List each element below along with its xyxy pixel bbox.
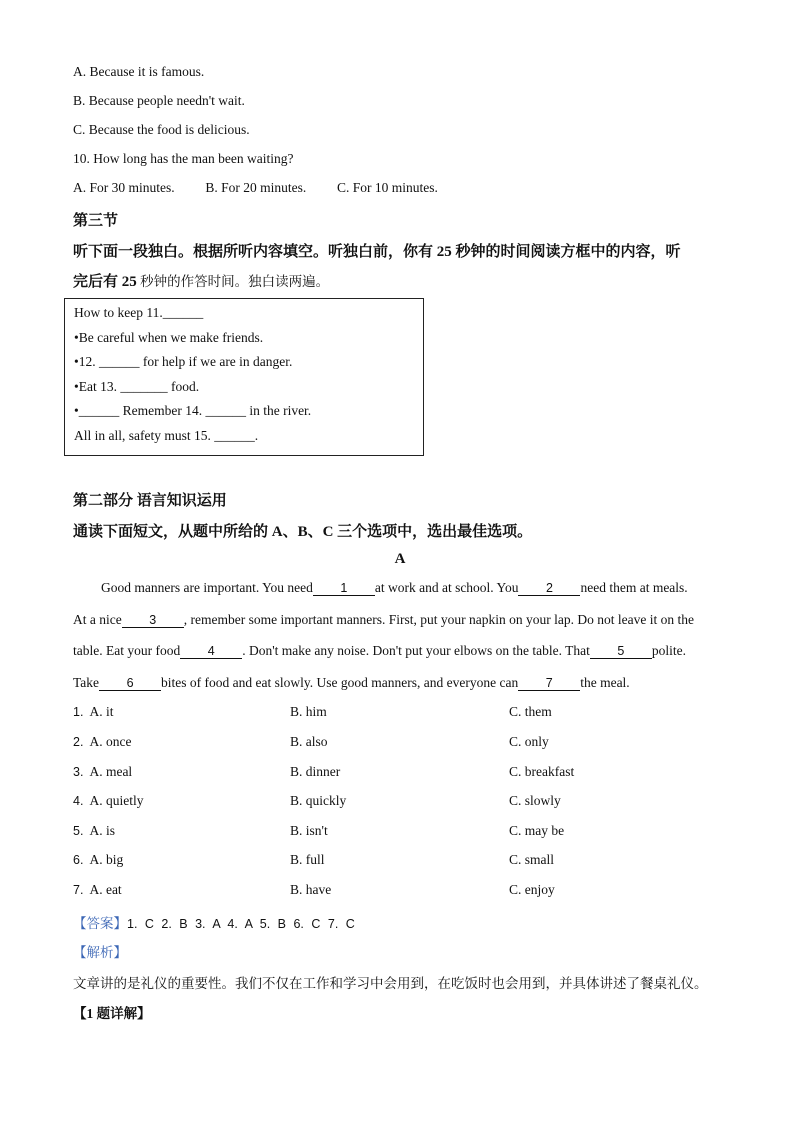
option-c: C. Because the food is delicious. xyxy=(73,122,250,137)
blank-3: 3 xyxy=(122,613,184,628)
part2-instruction: 通读下面短文，从题中所给的 A、B、C 三个选项中，选出最佳选项。 xyxy=(73,524,533,540)
option-b-text: B. isn't xyxy=(290,823,328,838)
option-a-text: A. it xyxy=(89,704,114,719)
option-c-text: C. may be xyxy=(509,823,565,838)
blank-5: 5 xyxy=(590,644,652,659)
fill-in-box xyxy=(64,298,424,456)
option-c-text: C. breakfast xyxy=(509,764,575,779)
section3-instruction-bold: 完后有 25 xyxy=(73,274,137,290)
answer-line xyxy=(73,912,355,932)
passage-text: Good manners are important. You need xyxy=(101,580,313,595)
option-b-text: B. him xyxy=(290,704,327,719)
option-number: 4. xyxy=(73,794,84,808)
blank-4: 4 xyxy=(180,644,242,659)
blank-2: 2 xyxy=(518,581,580,596)
part2-title: 第二部分 语言知识运用 xyxy=(73,493,227,509)
option-c-text: C. enjoy xyxy=(509,882,555,897)
option-c-text: C. them xyxy=(509,704,552,719)
option-b-text: B. also xyxy=(290,734,328,749)
option-a-text: A. big xyxy=(89,852,124,867)
option-b-text: B. dinner xyxy=(290,764,341,779)
answer-tag: 【答案】 xyxy=(73,916,127,931)
passage-text: , remember some important manners. First, put your napkin on your lap. Do not leave it on the xyxy=(183,612,695,627)
option-b-text: B. quickly xyxy=(290,793,347,808)
option-c-text: C. only xyxy=(509,734,549,749)
option-c-text: C. small xyxy=(509,852,555,867)
passage-line-3 xyxy=(73,643,686,659)
option-b-text: B. full xyxy=(290,852,325,867)
passage-text: At a nice xyxy=(73,612,122,627)
blank-1: 1 xyxy=(313,581,375,596)
option-a-text: A. is xyxy=(89,823,115,838)
option-number: 1. xyxy=(73,705,84,719)
passage-text: need them at meals. xyxy=(580,580,688,595)
option-a-text: A. eat xyxy=(89,882,122,897)
box-line-6: All in all, safety must 15. ______. xyxy=(74,428,259,443)
passage-text: . Don't make any noise. Don't put your elbows on the table. That xyxy=(242,643,590,658)
passage-text: table. Eat your food xyxy=(73,643,181,658)
q10-option-c: C. For 10 minutes. xyxy=(337,180,438,195)
passage-text: the meal. xyxy=(580,675,630,690)
box-line-1: How to keep 11.______ xyxy=(74,305,204,320)
analysis-tag-line xyxy=(73,941,127,961)
option-row xyxy=(73,852,123,868)
option-row xyxy=(73,793,143,809)
option-number: 3. xyxy=(73,765,84,779)
option-number: 6. xyxy=(73,853,84,867)
box-line-5: •______ Remember 14. ______ in the river. xyxy=(74,403,312,418)
blank-6: 6 xyxy=(99,676,161,691)
option-c-text: C. slowly xyxy=(509,793,561,808)
option-a-text: A. once xyxy=(89,734,132,749)
passage-text: polite. xyxy=(651,643,687,658)
passage-line-2 xyxy=(73,612,694,628)
section3-instruction-rest: 秒钟的作答时间。独白读两遍。 xyxy=(136,274,330,289)
option-number: 7. xyxy=(73,883,84,897)
passage-text: at work and at school. You xyxy=(374,580,519,595)
section3-title: 第三节 xyxy=(73,213,119,229)
passage-text: bites of food and eat slowly. Use good manners, and everyone can xyxy=(161,675,519,690)
option-row xyxy=(73,764,132,780)
passage-line-4 xyxy=(73,675,630,691)
option-row xyxy=(73,704,113,720)
answer-values: 1. C 2. B 3. A 4. A 5. B 6. C 7. C xyxy=(127,917,355,931)
option-a: A. Because it is famous. xyxy=(73,64,205,79)
box-line-2: •Be careful when we make friends. xyxy=(74,330,264,345)
option-number: 2. xyxy=(73,735,84,749)
q10-option-a: A. For 30 minutes. xyxy=(73,180,175,195)
analysis-tag: 【解析】 xyxy=(73,945,127,960)
option-a-text: A. quietly xyxy=(89,793,144,808)
section3-instruction-line1: 听下面一段独白。根据所听内容填空。听独白前，你有 25 秒钟的时间阅读方框中的内容，听 xyxy=(73,244,681,260)
option-number: 5. xyxy=(73,824,84,838)
passage-letter: A xyxy=(394,551,406,567)
question-10-options xyxy=(73,180,438,196)
box-line-3: •12. ______ for help if we are in danger. xyxy=(74,354,293,369)
option-row xyxy=(73,734,131,750)
passage-line-1 xyxy=(101,580,688,596)
question-10: 10. How long has the man been waiting? xyxy=(73,151,294,166)
q10-option-b: B. For 20 minutes. xyxy=(205,180,307,195)
option-row xyxy=(73,882,122,898)
blank-7: 7 xyxy=(518,676,580,691)
option-row xyxy=(73,823,115,839)
option-a-text: A. meal xyxy=(89,764,133,779)
analysis-text: 文章讲的是礼仪的重要性。我们不仅在工作和学习中会用到，在吃饭时也会用到，并具体讲述了餐桌礼仪。 xyxy=(73,976,708,991)
option-b-text: B. have xyxy=(290,882,332,897)
option-b: B. Because people needn't wait. xyxy=(73,93,245,108)
passage-text: Take xyxy=(73,675,100,690)
detail-heading: 【1 题详解】 xyxy=(73,1006,151,1021)
box-line-4: •Eat 13. _______ food. xyxy=(74,379,200,394)
section3-instruction-line2 xyxy=(73,270,329,291)
